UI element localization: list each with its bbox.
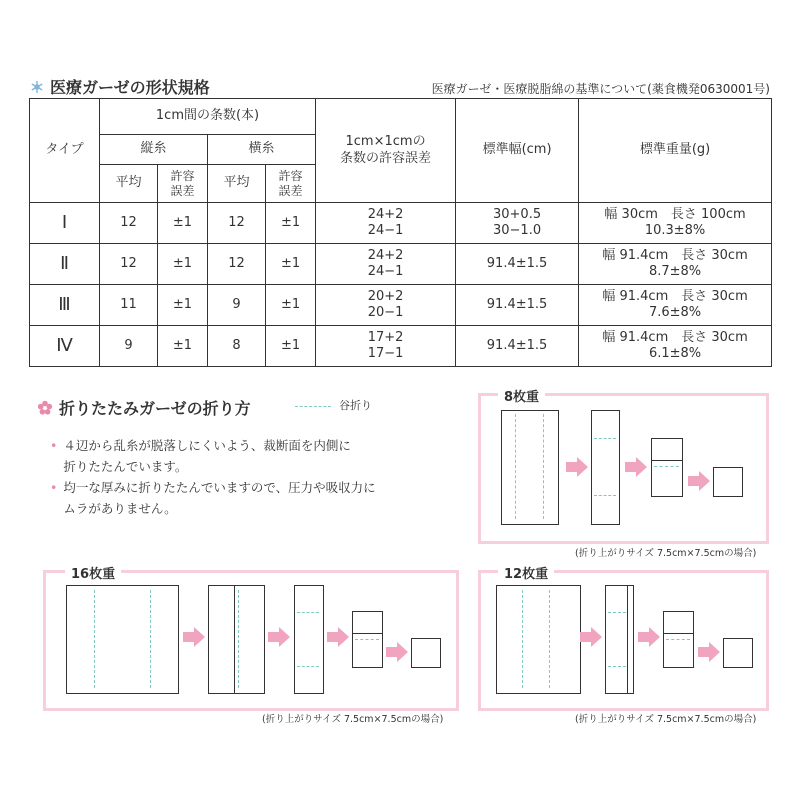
fold-title: 折りたたみガーゼの折り方: [59, 399, 251, 418]
spec-table: [29, 98, 772, 367]
row-type: Ⅲ: [30, 285, 100, 326]
err-plus: 24+2: [367, 206, 404, 222]
cell-warp-tol: ±1: [158, 203, 208, 244]
bullet-list: [50, 435, 376, 519]
cell-warp-avg: 12: [100, 203, 158, 244]
err-minus: 17−1: [367, 346, 404, 361]
fold-step-2: [591, 410, 620, 525]
cell-weft-avg: 9: [208, 285, 266, 326]
bullet-dot-icon: •: [50, 480, 58, 495]
fold-line: [594, 495, 616, 496]
header-width: 標準幅(cm): [456, 99, 579, 203]
cell-allowed-error: [316, 203, 456, 244]
fold-line: [238, 590, 239, 688]
cell-weft-avg: 8: [208, 326, 266, 367]
panel-title: 8枚重: [498, 386, 545, 405]
cell-warp-tol: ±1: [158, 244, 208, 285]
fold-edge: [651, 460, 682, 461]
err-minus: 24−1: [367, 223, 404, 238]
header-count-per-cm: 1cm間の条数(本): [100, 99, 316, 135]
cell-weft-tol: ±1: [266, 203, 316, 244]
cell-weft-tol: ±1: [266, 244, 316, 285]
valley-fold-line: [295, 406, 331, 407]
weight-value: 7.6±8%: [648, 305, 702, 320]
fold-line: [666, 639, 690, 640]
cell-weight: [579, 203, 772, 244]
cell-weight: [579, 244, 772, 285]
sakura-icon: [37, 400, 53, 416]
weight-value: 6.1±8%: [648, 346, 702, 361]
table-row: [30, 203, 772, 244]
header-weft: 横糸: [208, 135, 316, 165]
fold-line: [549, 590, 550, 688]
fold-line: [355, 639, 379, 640]
fold-step-2: [605, 585, 634, 694]
err-plus: 20+2: [367, 288, 404, 304]
err-minus: 24−1: [367, 264, 404, 279]
fold-line: [297, 612, 319, 613]
err-plus: 17+2: [367, 329, 404, 345]
fold-step-1: [496, 585, 581, 694]
weight-value: 8.7±8%: [648, 264, 702, 279]
width-minus: 30−1.0: [492, 223, 542, 238]
bullet-text: 均一な厚みに折りたたんでいますので、圧力や吸収力に ムラがありません。: [63, 480, 376, 516]
cell-warp-tol: ±1: [158, 285, 208, 326]
table-row: [30, 285, 772, 326]
cell-warp-avg: 12: [100, 244, 158, 285]
cell-warp-avg: 9: [100, 326, 158, 367]
panel-note: (折り上がりサイズ 7.5cm×7.5cmの場合): [575, 548, 757, 559]
cell-warp-avg: 11: [100, 285, 158, 326]
fold-line: [522, 590, 523, 688]
header-weft-avg: 平均: [208, 165, 266, 203]
cell-width: 91.4±1.5: [456, 244, 579, 285]
cell-weft-avg: 12: [208, 244, 266, 285]
fold-step-5: [411, 638, 441, 668]
cell-allowed-error: [316, 326, 456, 367]
fold-line: [94, 590, 95, 688]
row-type: Ⅳ: [30, 326, 100, 367]
panel-note: (折り上がりサイズ 7.5cm×7.5cmの場合): [575, 714, 757, 725]
header-weight: 標準重量(g): [579, 99, 772, 203]
weight-size: 幅 91.4cm 長さ 30cm: [602, 247, 748, 263]
fold-line: [608, 666, 626, 667]
fold-legend: [295, 397, 372, 413]
fold-line: [594, 438, 616, 439]
cell-width: 91.4±1.5: [456, 326, 579, 367]
fold-edge: [352, 633, 382, 634]
fold-step-1: [66, 585, 179, 694]
cell-weft-avg: 12: [208, 203, 266, 244]
weight-size: 幅 91.4cm 長さ 30cm: [602, 288, 748, 304]
panel-title: 12枚重: [498, 563, 554, 582]
fold-step-1: [501, 410, 559, 525]
header-warp-tol: 許容 誤差: [158, 165, 208, 203]
fold-step-3: [651, 438, 683, 497]
cell-weft-tol: ±1: [266, 326, 316, 367]
err-minus: 20−1: [367, 305, 404, 320]
fold-edge: [663, 633, 693, 634]
fold-step-4: [713, 467, 743, 497]
cell-warp-tol: ±1: [158, 326, 208, 367]
table-row: [30, 326, 772, 367]
spec-section-title: [30, 75, 210, 98]
weight-size: 幅 30cm 長さ 100cm: [604, 206, 746, 222]
table-row: [30, 244, 772, 285]
cell-width: 91.4±1.5: [456, 285, 579, 326]
fold-section-title: [37, 396, 251, 419]
header-weft-tol: 許容 誤差: [266, 165, 316, 203]
fold-step-2: [208, 585, 265, 694]
fold-line: [654, 466, 679, 467]
fold-line: [608, 612, 626, 613]
cell-allowed-error: [316, 244, 456, 285]
cell-weft-tol: ±1: [266, 285, 316, 326]
fold-step-3: [294, 585, 324, 694]
weight-value: 10.3±8%: [644, 223, 706, 238]
row-type: Ⅰ: [30, 203, 100, 244]
legend-label: 谷折り: [339, 399, 372, 412]
bullet-dot-icon: •: [50, 438, 58, 453]
panel-note: (折り上がりサイズ 7.5cm×7.5cmの場合): [262, 714, 444, 725]
row-type: Ⅱ: [30, 244, 100, 285]
list-item: [50, 435, 376, 477]
header-warp-avg: 平均: [100, 165, 158, 203]
cell-weight: [579, 326, 772, 367]
cell-weight: [579, 285, 772, 326]
cell-width: [456, 203, 579, 244]
fold-line: [297, 666, 319, 667]
header-allowed-error: 1cm×1cmの 条数の許容誤差: [316, 99, 456, 203]
fold-line: [150, 590, 151, 688]
weight-size: 幅 91.4cm 長さ 30cm: [602, 329, 748, 345]
fold-edge: [627, 585, 628, 693]
header-warp: 縦糸: [100, 135, 208, 165]
fold-step-4: [723, 638, 753, 668]
cell-allowed-error: [316, 285, 456, 326]
fold-edge: [234, 585, 235, 693]
spec-title: 医療ガーゼの形状規格: [50, 78, 210, 97]
fold-line: [515, 414, 516, 519]
snowflake-icon: [30, 80, 44, 94]
header-type: タイプ: [30, 99, 100, 203]
spec-reference: 医療ガーゼ・医療脱脂綿の基準について(薬食機発0630001号): [431, 82, 770, 96]
fold-line: [543, 414, 544, 519]
list-item: [50, 477, 376, 519]
panel-title: 16枚重: [65, 563, 121, 582]
err-plus: 24+2: [367, 247, 404, 263]
bullet-text: ４辺から乱糸が脱落しにくいよう、裁断面を内側に 折りたたんでいます。: [63, 438, 351, 474]
width-plus: 30+0.5: [492, 206, 542, 222]
